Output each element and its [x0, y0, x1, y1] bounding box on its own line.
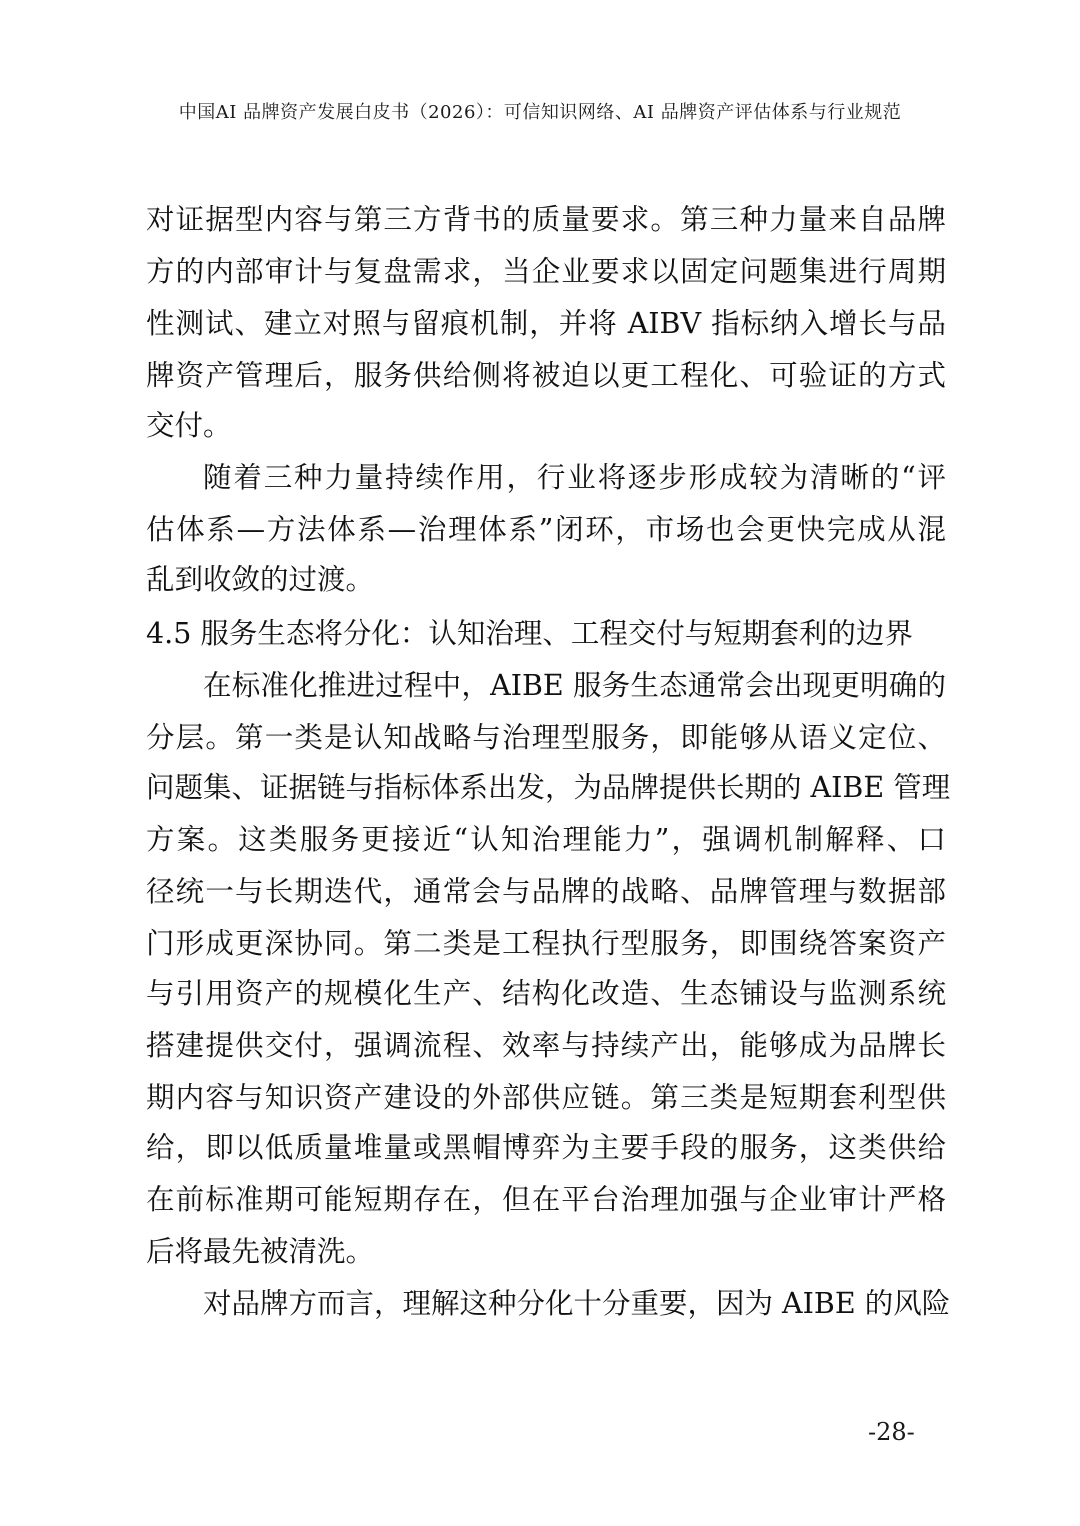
paragraph-line: 分层。第一类是认知战略与治理型服务，即能够从语义定位、	[146, 721, 946, 754]
paragraph-line: 给，即以低质量堆量或黑帽博弈为主要手段的服务，这类供给	[146, 1131, 946, 1164]
running-header: 中国AI 品牌资产发展白皮书（2026）：可信知识网络、AI 品牌资产评估体系与行业规范	[178, 102, 902, 123]
paragraph-line: 在前标准期可能短期存在，但在平台治理加强与企业审计严格	[146, 1183, 946, 1216]
paragraph-line: 径统一与长期迭代，通常会与品牌的战略、品牌管理与数据部	[146, 875, 946, 908]
paragraph-line: 对证据型内容与第三方背书的质量要求。第三种力量来自品牌	[146, 203, 946, 236]
paragraph-line: 乱到收敛的过渡。	[146, 563, 375, 596]
paragraph-line: 在标准化推进过程中，AIBE 服务生态通常会出现更明确的	[203, 669, 946, 702]
paragraph-line: 方的内部审计与复盘需求，当企业要求以固定问题集进行周期	[146, 255, 946, 288]
paragraph-line: 随着三种力量持续作用，行业将逐步形成较为清晰的“评	[203, 461, 946, 494]
paragraph-line: 交付。	[146, 409, 232, 442]
paragraph-line: 方案。这类服务更接近“认知治理能力”，强调机制解释、口	[146, 823, 946, 856]
paragraph-line: 性测试、建立对照与留痕机制，并将 AIBV 指标纳入增长与品	[146, 307, 946, 340]
paragraph-line: 对品牌方而言，理解这种分化十分重要，因为 AIBE 的风险	[203, 1287, 951, 1320]
page-number: -28-	[868, 1418, 915, 1446]
paragraph-line: 牌资产管理后，服务供给侧将被迫以更工程化、可验证的方式	[146, 359, 946, 392]
paragraph-line: 期内容与知识资产建设的外部供应链。第三类是短期套利型供	[146, 1081, 946, 1114]
paragraph-line: 搭建提供交付，强调流程、效率与持续产出，能够成为品牌长	[146, 1029, 946, 1062]
paragraph-line: 问题集、证据链与指标体系出发，为品牌提供长期的 AIBE 管理	[146, 771, 951, 804]
paragraph-line: 估体系—方法体系—治理体系”闭环，市场也会更快完成从混	[146, 513, 946, 546]
section-heading: 4.5 服务生态将分化：认知治理、工程交付与短期套利的边界	[146, 617, 913, 650]
paragraph-line: 后将最先被清洗。	[146, 1235, 375, 1268]
paragraph-line: 与引用资产的规模化生产、结构化改造、生态铺设与监测系统	[146, 977, 946, 1010]
paragraph-line: 门形成更深协同。第二类是工程执行型服务，即围绕答案资产	[146, 927, 946, 960]
